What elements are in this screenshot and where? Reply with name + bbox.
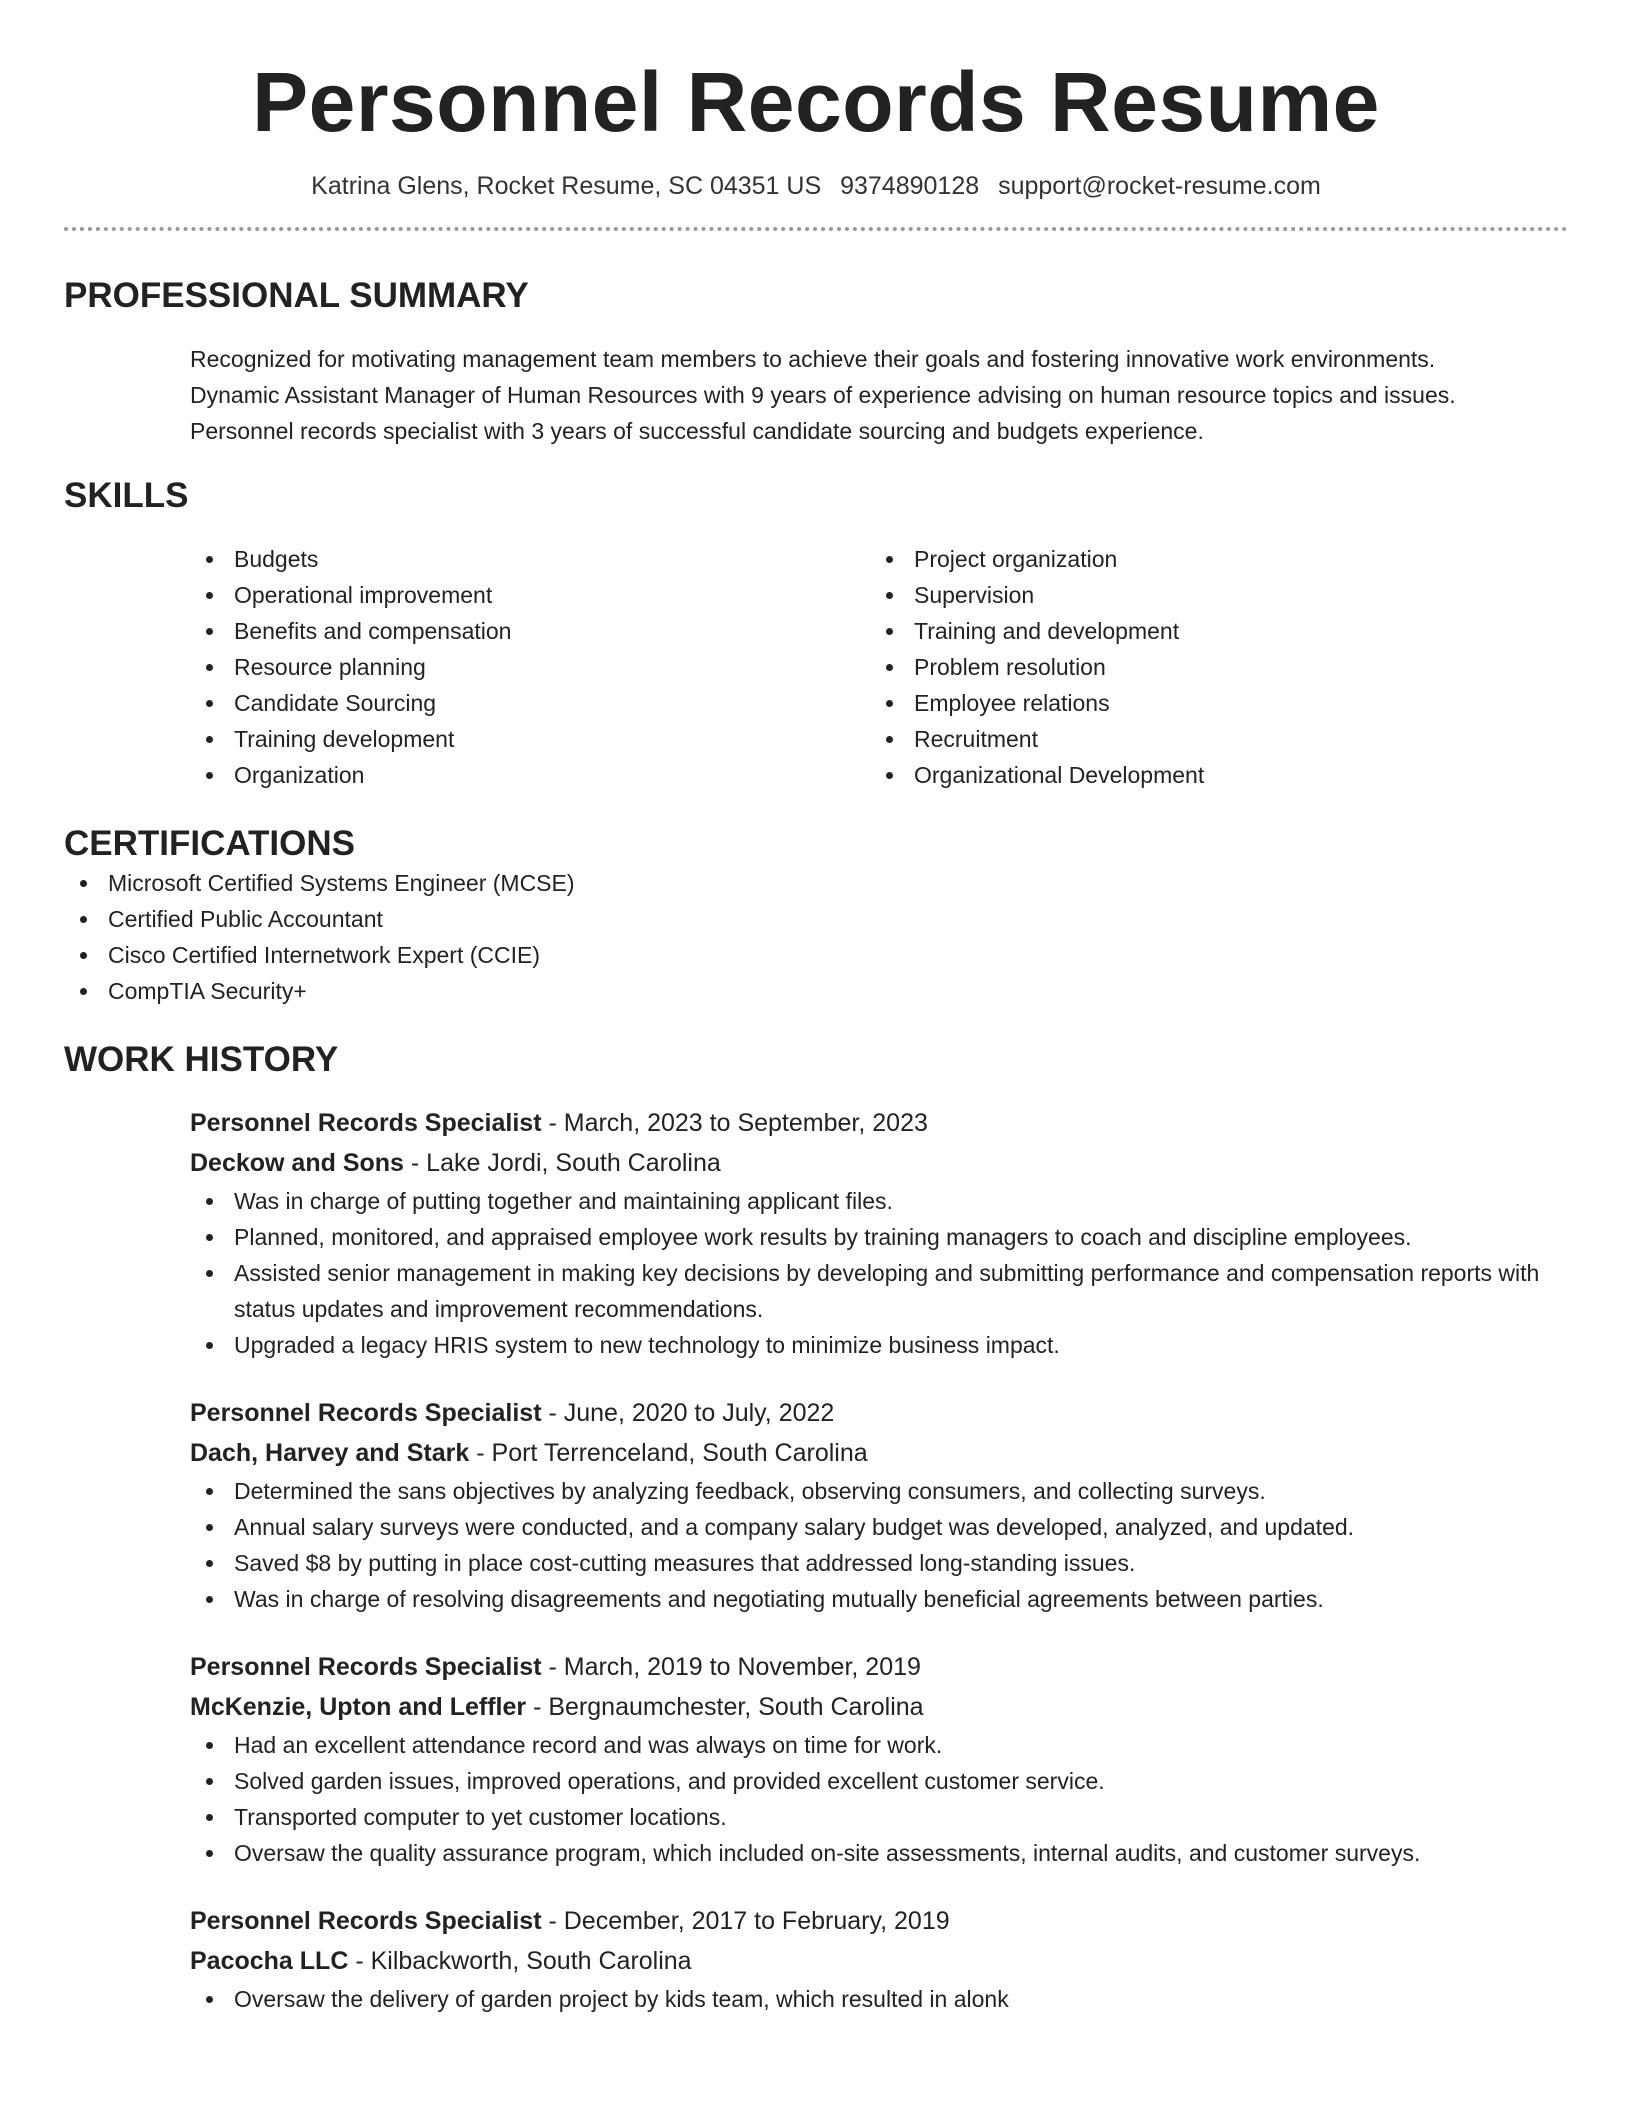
job-dates: - December, 2017 to February, 2019: [541, 1907, 950, 1936]
job-dates: - March, 2023 to September, 2023: [541, 1109, 928, 1138]
skill-item: Candidate Sourcing: [190, 685, 870, 721]
skill-item: Problem resolution: [870, 649, 1550, 685]
job-duty: Planned, monitored, and appraised employee work results by training managers to coach and discipline employees.: [190, 1219, 1568, 1255]
job-duty: Was in charge of resolving disagreements and negotiating mutually beneficial agreements between parties.: [190, 1581, 1568, 1617]
job-duty: Had an excellent attendance record and was always on time for work.: [190, 1727, 1568, 1763]
job-duty: Transported computer to yet customer locations.: [190, 1799, 1568, 1835]
job-company: Pacocha LLC: [190, 1947, 349, 1976]
job-duty: Oversaw the quality assurance program, which included on-site assessments, internal audits, and customer surveys.: [190, 1835, 1568, 1871]
job-company-line: [190, 1433, 1568, 1473]
job-duty: Was in charge of putting together and maintaining applicant files.: [190, 1183, 1568, 1219]
job-location: - Bergnaumchester, South Carolina: [526, 1693, 924, 1722]
job-company-line: [190, 1687, 1568, 1727]
job-duty: Assisted senior management in making key decisions by developing and submitting performance and compensation reports with status updates and improvement recommendations.: [190, 1255, 1568, 1327]
job-duties-list: [190, 1981, 1568, 2017]
skill-item: Organizational Development: [870, 757, 1550, 793]
skill-item: Supervision: [870, 577, 1550, 613]
skill-item: Resource planning: [190, 649, 870, 685]
contact-line: [64, 171, 1568, 201]
job-location: - Kilbackworth, South Carolina: [348, 1947, 692, 1976]
job-location: - Lake Jordi, South Carolina: [403, 1149, 721, 1178]
job-title: Personnel Records Specialist: [190, 1907, 542, 1936]
certification-item: Microsoft Certified Systems Engineer (MCSE): [64, 865, 1568, 901]
contact-email: support@rocket-resume.com: [998, 172, 1321, 201]
job-duties-list: [190, 1727, 1568, 1871]
skills-left-column: [190, 541, 870, 793]
skill-item: Operational improvement: [190, 577, 870, 613]
job-duty: Saved $8 by putting in place cost-cutting measures that addressed long-standing issues.: [190, 1545, 1568, 1581]
skills-right-list: [870, 541, 1550, 793]
summary-line: Dynamic Assistant Manager of Human Resources with 9 years of experience advising on human resource topics and issues.: [190, 382, 1456, 409]
summary-text: [190, 341, 1568, 449]
job-dates: - June, 2020 to July, 2022: [541, 1399, 835, 1428]
skill-item: Organization: [190, 757, 870, 793]
job-company: Dach, Harvey and Stark: [190, 1439, 470, 1468]
skill-item: Training development: [190, 721, 870, 757]
job-title: Personnel Records Specialist: [190, 1109, 542, 1138]
skill-item: Project organization: [870, 541, 1550, 577]
certifications-heading: CERTIFICATIONS: [64, 824, 356, 864]
job-company-line: [190, 1143, 1568, 1183]
job-title: Personnel Records Specialist: [190, 1653, 542, 1682]
job-entry: [190, 1103, 1568, 1363]
certification-item: Certified Public Accountant: [64, 901, 1568, 937]
job-duties-list: [190, 1183, 1568, 1363]
job-duty: Oversaw the delivery of garden project by kids team, which resulted in alonk: [190, 1981, 1568, 2017]
resume-title: Personnel Records Resume: [252, 55, 1380, 149]
job-entry: [190, 1393, 1568, 1617]
skills-columns: [190, 541, 1568, 793]
summary-line: Personnel records specialist with 3 years of successful candidate sourcing and budgets experience.: [190, 418, 1204, 445]
job-duty: Solved garden issues, improved operations, and provided excellent customer service.: [190, 1763, 1568, 1799]
skills-heading: SKILLS: [64, 476, 189, 516]
job-location: - Port Terrenceland, South Carolina: [469, 1439, 868, 1468]
skill-item: Budgets: [190, 541, 870, 577]
job-title: Personnel Records Specialist: [190, 1399, 542, 1428]
summary-line: Recognized for motivating management team members to achieve their goals and fostering innovative work environments.: [190, 346, 1436, 373]
job-duty: Determined the sans objectives by analyzing feedback, observing consumers, and collecting surveys.: [190, 1473, 1568, 1509]
job-dates: - March, 2019 to November, 2019: [541, 1653, 921, 1682]
job-entry: [190, 1647, 1568, 1871]
job-duty: Upgraded a legacy HRIS system to new technology to minimize business impact.: [190, 1327, 1568, 1363]
job-duty: Annual salary surveys were conducted, and a company salary budget was developed, analyzed, and updated.: [190, 1509, 1568, 1545]
job-company: Deckow and Sons: [190, 1149, 404, 1178]
job-entry: [190, 1901, 1568, 2017]
certifications-list: [64, 865, 1568, 1009]
job-company: McKenzie, Upton and Leffler: [190, 1693, 527, 1722]
skills-left-list: [190, 541, 870, 793]
skills-right-column: [870, 541, 1550, 793]
resume-page: [64, 0, 1568, 2017]
certification-item: CompTIA Security+: [64, 973, 1568, 1009]
work-history-heading: WORK HISTORY: [64, 1040, 339, 1080]
job-duties-list: [190, 1473, 1568, 1617]
job-title-line: [190, 1647, 1568, 1687]
skill-item: Recruitment: [870, 721, 1550, 757]
certification-item: Cisco Certified Internetwork Expert (CCIE): [64, 937, 1568, 973]
contact-phone: 9374890128: [840, 172, 980, 201]
contact-address: Katrina Glens, Rocket Resume, SC 04351 US: [311, 172, 822, 201]
summary-heading: PROFESSIONAL SUMMARY: [64, 276, 529, 316]
skill-item: Benefits and compensation: [190, 613, 870, 649]
job-company-line: [190, 1941, 1568, 1981]
job-title-line: [190, 1103, 1568, 1143]
skill-item: Employee relations: [870, 685, 1550, 721]
skill-item: Training and development: [870, 613, 1550, 649]
header-divider: [64, 227, 1568, 231]
job-title-line: [190, 1393, 1568, 1433]
job-title-line: [190, 1901, 1568, 1941]
